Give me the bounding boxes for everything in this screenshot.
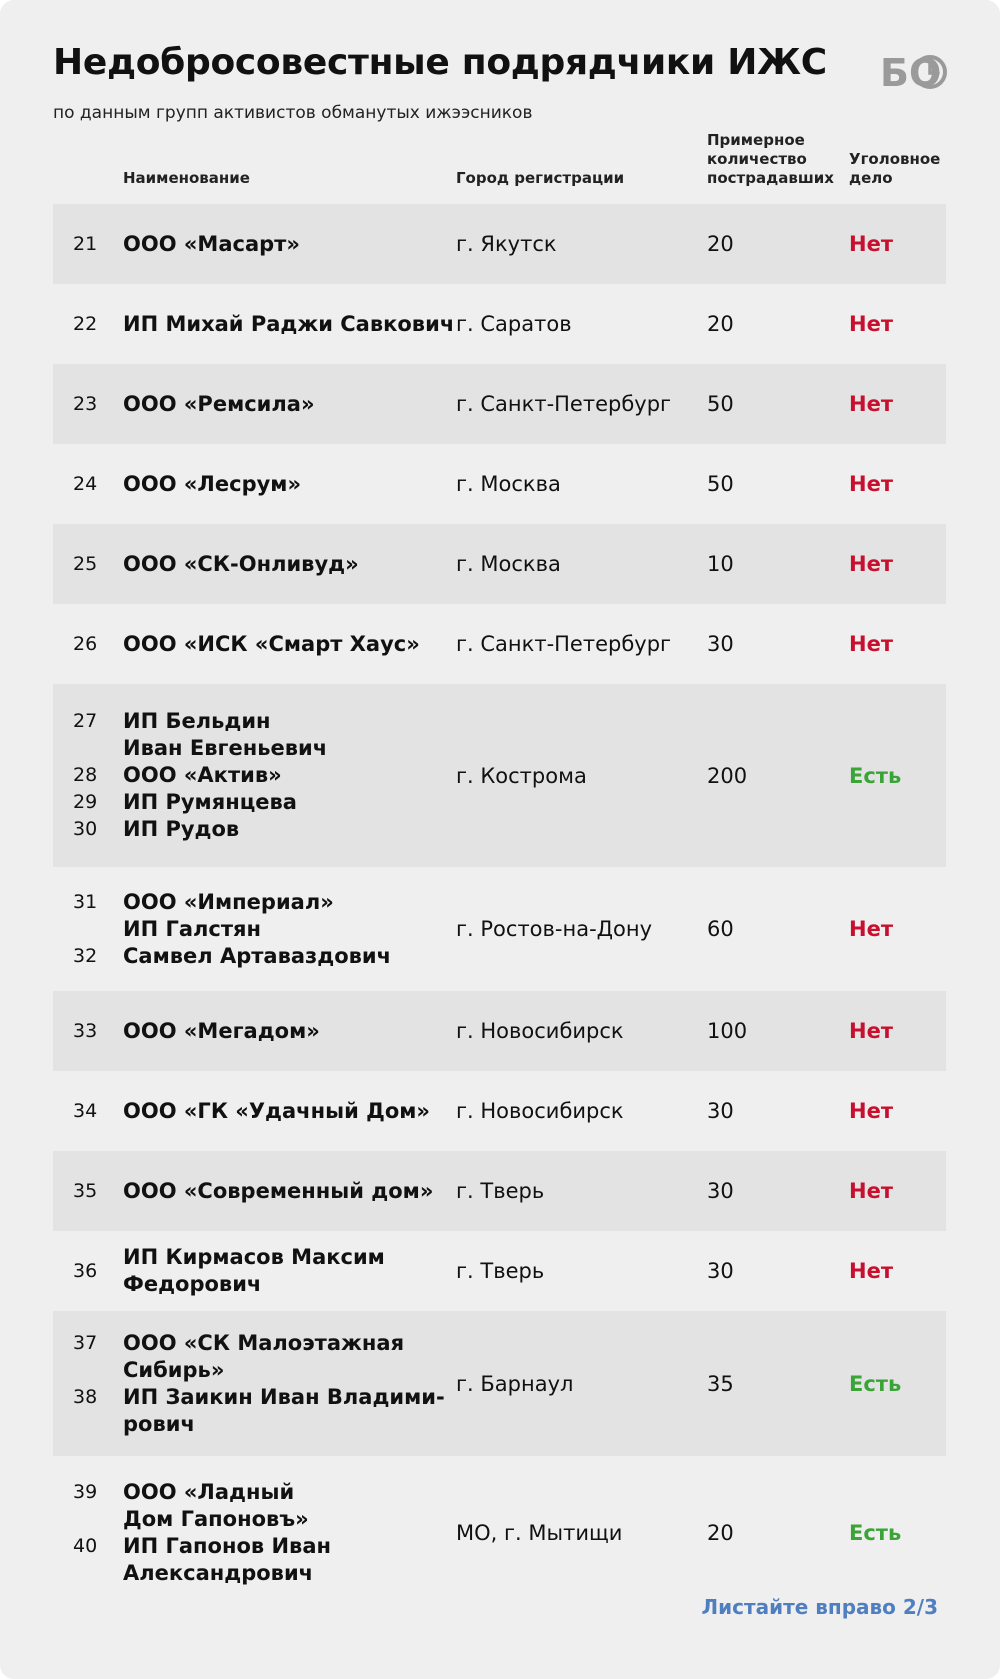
swipe-hint[interactable]: Листайте вправо 2/3 — [701, 1595, 938, 1619]
contractor-name: ИП Михай Раджи Савкович — [123, 311, 455, 336]
row-numbers: 39 40 — [73, 1480, 98, 1557]
criminal-case-status: Нет — [849, 1099, 893, 1123]
contractor-name: ООО «Лесрум» — [123, 471, 302, 496]
contractor-name: ООО «Мегадом» — [123, 1018, 320, 1043]
registration-city: г. Москва — [456, 552, 561, 576]
table-row — [53, 991, 946, 1071]
criminal-case-status: Есть — [849, 763, 902, 788]
victims-count: 20 — [707, 312, 734, 336]
contractor-name: ООО «ИСК «Смарт Хаус» — [123, 631, 420, 656]
row-numbers: 34 — [73, 1099, 98, 1122]
table-row — [53, 1151, 946, 1231]
row-numbers: 31 32 — [73, 890, 98, 967]
row-numbers: 33 — [73, 1019, 98, 1042]
criminal-case-status: Нет — [849, 392, 893, 416]
table-row — [53, 1071, 946, 1151]
victims-count: 200 — [707, 763, 748, 788]
table-row — [53, 364, 946, 444]
criminal-case-status: Нет — [849, 472, 893, 496]
registration-city: МО, г. Мытищи — [456, 1520, 623, 1545]
contractor-name: ИП Бельдин Иван Евгеньевич ООО «Актив» ИП Румянцева ИП Рудов — [123, 709, 328, 841]
row-numbers: 24 — [73, 472, 98, 495]
contractor-name: ООО «СК Малоэтажная Сибирь» ИП Заикин Иван Владими- рович — [123, 1330, 445, 1436]
table-row — [53, 284, 946, 364]
contractor-name: ООО «Империал» ИП Галстян Самвел Артаваздович — [123, 889, 392, 968]
victims-count: 20 — [707, 232, 734, 256]
table-row — [53, 1231, 946, 1311]
header-city: Город регистрации — [456, 169, 625, 187]
criminal-case-status: Есть — [849, 1371, 902, 1396]
table-row — [53, 524, 946, 604]
registration-city: г. Якутск — [456, 232, 557, 256]
header-count: Примерное количество пострадавших — [707, 131, 834, 187]
table-body — [53, 204, 946, 1609]
victims-count: 100 — [707, 1019, 748, 1043]
row-numbers: 35 — [73, 1179, 98, 1202]
table-row — [53, 684, 946, 867]
table-row — [53, 444, 946, 524]
criminal-case-status: Есть — [849, 1520, 902, 1545]
criminal-case-status: Нет — [849, 1179, 893, 1203]
logo-text: БО — [880, 51, 942, 94]
page-title: Недобросовестные подрядчики ИЖС — [53, 42, 827, 83]
table-header — [53, 126, 946, 204]
table-row — [53, 204, 946, 284]
table-row — [53, 867, 946, 991]
criminal-case-status: Нет — [849, 632, 893, 656]
row-numbers: 26 — [73, 632, 98, 655]
table-row — [53, 604, 946, 684]
header-case: Уголовное дело — [849, 150, 941, 187]
row-numbers: 36 — [73, 1259, 98, 1282]
registration-city: г. Кострома — [456, 763, 587, 788]
registration-city: г. Тверь — [456, 1259, 545, 1283]
victims-count: 10 — [707, 552, 734, 576]
criminal-case-status: Нет — [849, 312, 893, 336]
registration-city: г. Москва — [456, 472, 561, 496]
registration-city: г. Новосибирск — [456, 1019, 624, 1043]
contractors-table — [53, 126, 946, 1609]
criminal-case-status: Нет — [849, 1259, 893, 1283]
registration-city: г. Ростов-на-Дону — [456, 917, 653, 941]
registration-city: г. Саратов — [456, 312, 572, 336]
row-numbers: 21 — [73, 232, 98, 255]
row-numbers: 23 — [73, 392, 98, 415]
table-row — [53, 1456, 946, 1609]
victims-count: 50 — [707, 472, 734, 496]
header-name: Наименование — [123, 169, 250, 187]
contractor-name: ООО «СК-Онливуд» — [123, 551, 359, 576]
bo-logo — [880, 50, 950, 94]
victims-count: 30 — [707, 1179, 734, 1203]
criminal-case-status: Нет — [849, 232, 893, 256]
victims-count: 30 — [707, 1099, 734, 1123]
registration-city: г. Новосибирск — [456, 1099, 624, 1123]
victims-count: 30 — [707, 632, 734, 656]
victims-count: 60 — [707, 917, 734, 941]
contractor-name: ИП Кирмасов Максим Федорович — [123, 1245, 385, 1296]
contractor-name: ООО «ГК «Удачный Дом» — [123, 1098, 430, 1123]
row-numbers: 25 — [73, 552, 98, 575]
contractor-name: ООО «Современный дом» — [123, 1178, 434, 1203]
page-subtitle: по данным групп активистов обманутых ижээсников — [53, 103, 533, 123]
criminal-case-status: Нет — [849, 552, 893, 576]
contractor-name: ООО «Ремсила» — [123, 391, 315, 416]
victims-count: 35 — [707, 1371, 734, 1396]
criminal-case-status: Нет — [849, 917, 893, 941]
criminal-case-status: Нет — [849, 1019, 893, 1043]
row-numbers: 27 28 29 30 — [73, 710, 98, 840]
registration-city: г. Тверь — [456, 1179, 545, 1203]
contractor-name: ООО «Масарт» — [123, 231, 300, 256]
row-numbers: 37 38 — [73, 1331, 98, 1408]
registration-city: г. Санкт-Петербург — [456, 392, 672, 416]
registration-city: г. Санкт-Петербург — [456, 632, 672, 656]
contractor-name: ООО «Ладный Дом Гапоновъ» ИП Гапонов Иван Александрович — [123, 1479, 332, 1585]
victims-count: 20 — [707, 1520, 734, 1545]
row-numbers: 22 — [73, 312, 98, 335]
victims-count: 30 — [707, 1259, 734, 1283]
table-row — [53, 1311, 946, 1456]
victims-count: 50 — [707, 392, 734, 416]
registration-city: г. Барнаул — [456, 1371, 574, 1396]
